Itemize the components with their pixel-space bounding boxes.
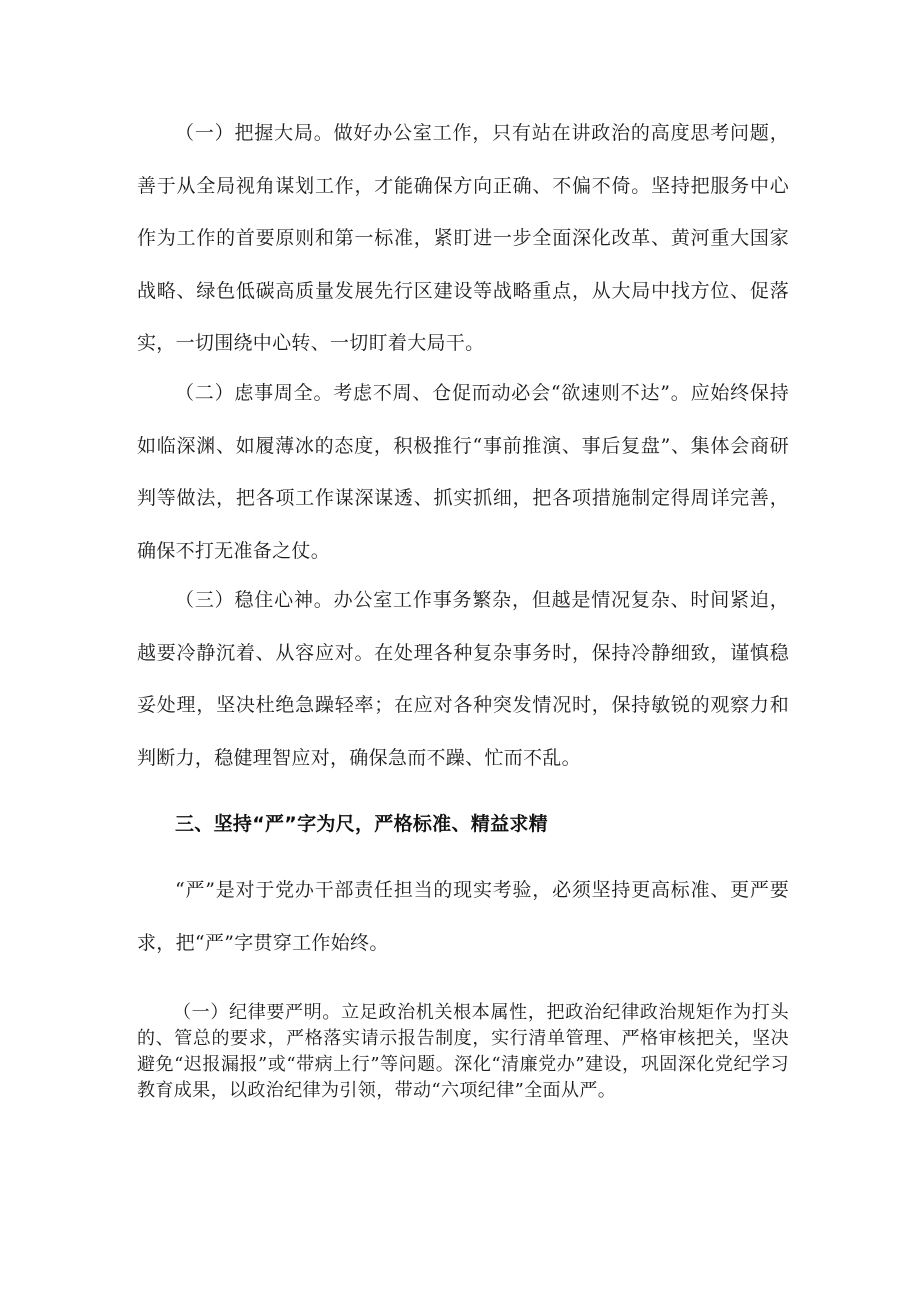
section-heading: 三、坚持“严”字为尺，严格标准、精益求精 [175, 813, 548, 835]
paragraph-steady-mind: （三）稳住心神。办公室工作事务繁杂，但越是情况复杂、时间紧迫，越要冷静沉着、从容应对。在处理各种复杂事务时，保持冷静细致，谨慎稳妥处理，坚决杜绝急躁轻率；在应对各种突发情况时，保持敏锐的观察力和判断力，稳健理智应对，确保急而不躁、忙而不乱。 [137, 589, 789, 769]
paragraph-strict-intro: “严”是对于党办干部责任担当的现实考验，必须坚持更高标准、更严要求，把“严”字贯穿工作始终。 [137, 879, 789, 954]
paragraph-thorough-consideration: （二）虑事周全。考虑不周、仓促而动必会“欲速则不达”。应始终保持如临深渊、如履薄冰的态度，积极推行“事前推演、事后复盘”、集体会商研判等做法，把各项工作谋深谋透、抓实抓细，把各项措施制定得周详完善，确保不打无准备之仗。 [137, 382, 789, 562]
paragraph-strict-discipline: （一）纪律要严明。立足政治机关根本属性，把政治纪律政治规矩作为打头的、管总的要求，严格落实请示报告制度，实行清单管理、严格审核把关，坚决避免“迟报漏报”或“带病上行”等问题。深化“清廉党办”建设，巩固深化党纪学习教育成果，以政治纪律为引领，带动“六项纪律”全面从严。 [137, 1002, 789, 1101]
paragraph-grasp-overall-situation: （一）把握大局。做好办公室工作，只有站在讲政治的高度思考问题，善于从全局视角谋划工作，才能确保方向正确、不偏不倚。坚持把服务中心作为工作的首要原则和第一标准，紧盯进一步全面深化改革、黄河重大国家战略、绿色低碳高质量发展先行区建设等战略重点，从大局中找方位、促落实，一切围绕中心转、一切盯着大局干。 [137, 122, 789, 354]
